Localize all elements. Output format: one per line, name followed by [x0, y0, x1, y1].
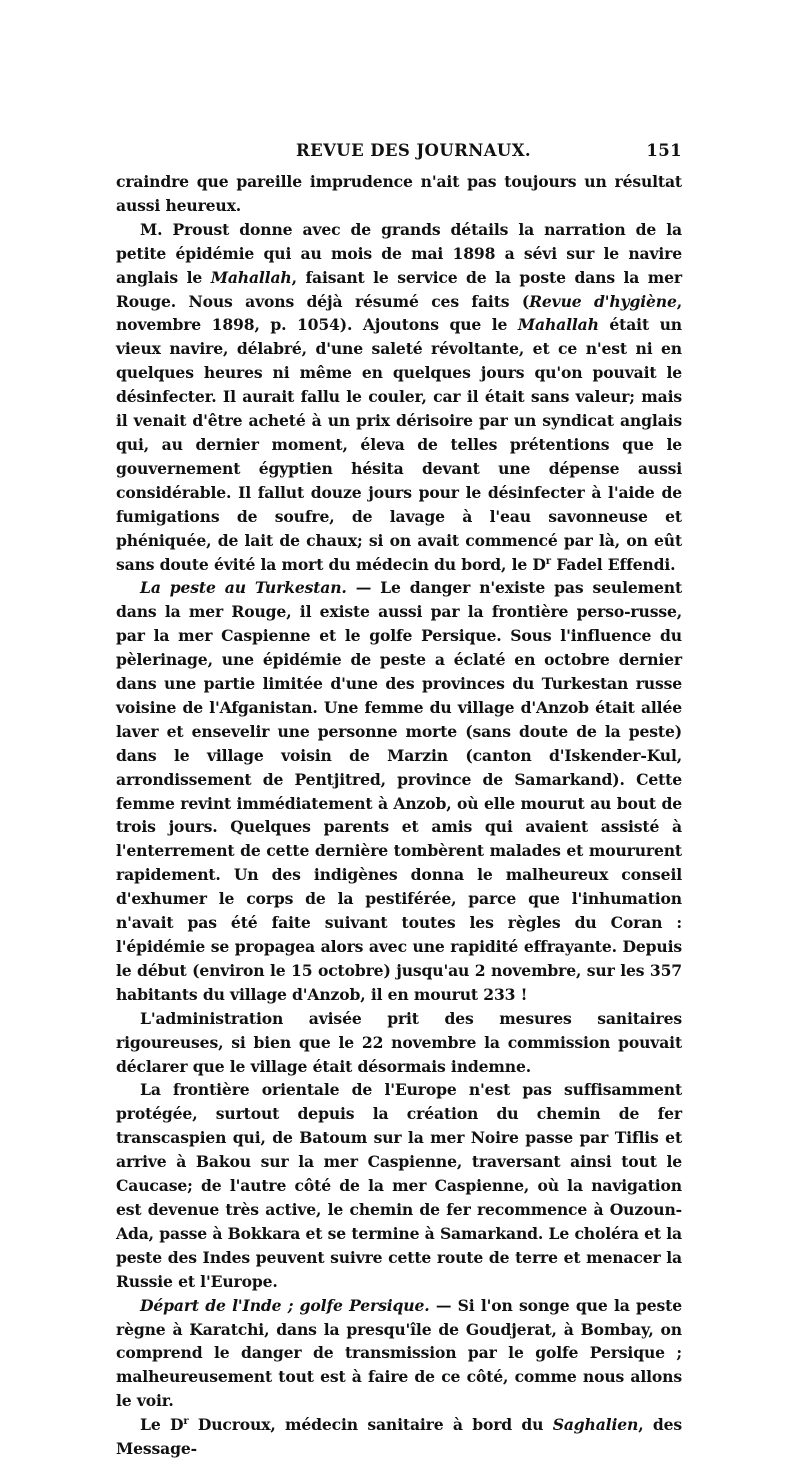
italic-text: La peste au Turkestan. — [140, 578, 347, 598]
italic-text: Mahallah — [517, 315, 599, 335]
italic-text: Départ de l'Inde ; golfe Persique. — [140, 1295, 430, 1315]
paragraph-p4 — [116, 1007, 682, 1079]
text-run: — Le danger n'existe pas seulement dans la mer Rouge, il existe aussi par la frontière perso-russe, par la mer Caspienne et le golfe Persique. Sous l'influence du pèlerinage, une épidémie de peste a éclaté en octobre dernier dans une partie limitée d'une des provinces du Turkestan russe voisine de l'Afganistan. Une femme du village d'Anzob était allée laver et ensevelir une personne morte (sans doute de la peste) dans le village voisin de Marzin (canton d'Iskender-Kul, arrondissement de Pentjitred, province de Samarkand). Cette femme revint immédiatement à Anzob, où elle mourut au bout de trois jours. Quelques parents et amis qui avaient assisté à l'enterrement de cette dernière tombèrent malades et moururent rapidement. Un des indigènes donna le malheureux conseil d'exhumer le corps de la pestiférée, parce que l'inhumation n'avait pas été faite suivant toutes les règles du Coran : l'épidémie se propagea alors avec une rapidité effrayante. Depuis le début (environ le 15 octobre) jusqu'au 2 novembre, sur les 357 habitants du village d'Anzob, il en mourut 233 ! — [116, 578, 683, 1004]
paragraph-p7 — [116, 1413, 682, 1461]
body-text — [116, 170, 682, 1461]
page-number: 151 — [646, 141, 682, 160]
text-run: , des Message- — [116, 1415, 682, 1459]
text-run: , faisant le service de la poste dans la mer Rouge. Nous avons déjà résumé ces faits ( — [116, 267, 682, 311]
paragraph-p3 — [116, 576, 682, 1006]
text-run: était un vieux navire, délabré, d'une saleté révoltante, et ce n'est ni en quelques heures ni même en quelques jours qu'on pouvait le désinfecter. Il aurait fallu le couler, car il était sans valeur; mais il venait d'être acheté à un prix dérisoire par un syndicat anglais qui, au dernier moment, éleva de telles prétentions que le gouvernement égyptien hésita devant une dépense aussi considérable. Il fallut douze jours pour le désinfecter à l'aide de fumigations de soufre, de lavage à l'eau savonneuse et phéniquée, de lait de chaux; si on avait commencé par là, on eût sans doute évité la mort du médecin du bord, le D — [116, 315, 682, 574]
superscript: r — [183, 1415, 189, 1427]
paragraph-p2 — [116, 218, 682, 577]
text-run: craindre que pareille imprudence n'ait pas toujours un résultat aussi heureux. — [116, 172, 682, 215]
italic-text: Saghalien — [552, 1415, 639, 1435]
running-title: REVUE DES JOURNAUX. — [296, 141, 532, 160]
text-run: La frontière orientale de l'Europe n'est pas suffisamment protégée, surtout depuis la création du chemin de fer transcaspien qui, de Batoum sur la mer Noire passe par Tiflis et arrive à Bakou sur la mer Caspienne, traversant ainsi tout le Caucase; de l'autre côté de la mer Caspienne, où la navigation est devenue très active, le chemin de fer recommence à Ouzoun-Ada, passe à Bokkara et se termine à Samarkand. Le choléra et la peste des Indes peuvent suivre cette route de terre et menacer la Russie et l'Europe. — [116, 1080, 682, 1291]
text-run: M. Proust donne avec de grands détails la narration de la petite épidémie qui au mois de mai 1898 a sévi sur le navire anglais le — [116, 219, 682, 287]
text-run: Ducroux, médecin sanitaire à bord du — [188, 1415, 553, 1435]
paragraph-p6 — [116, 1294, 682, 1414]
text-run: — Si l'on songe que la peste règne à Karatchi, dans la presqu'île de Goudjerat, à Bombay, on comprend le danger de transmission par le golfe Persique ; malheureusement tout est à faire de ce côté, comme nous allons le voir. — [116, 1295, 682, 1411]
superscript: r — [545, 555, 551, 567]
italic-text: Revue d'hygiène — [529, 291, 677, 311]
paragraph-p1 — [116, 170, 682, 218]
text-run: L'administration avisée prit des mesures sanitaires rigoureuses, si bien que le 22 novembre la commission pouvait déclarer que le village était désormais indemne. — [116, 1008, 682, 1076]
text-run: Le D — [140, 1415, 184, 1435]
italic-text: Mahallah — [210, 267, 292, 287]
text-run: Fadel Effendi. — [550, 554, 676, 574]
paragraph-p5 — [116, 1078, 682, 1293]
text-run: , novembre 1898, p. 1054). Ajoutons que le — [116, 291, 683, 335]
